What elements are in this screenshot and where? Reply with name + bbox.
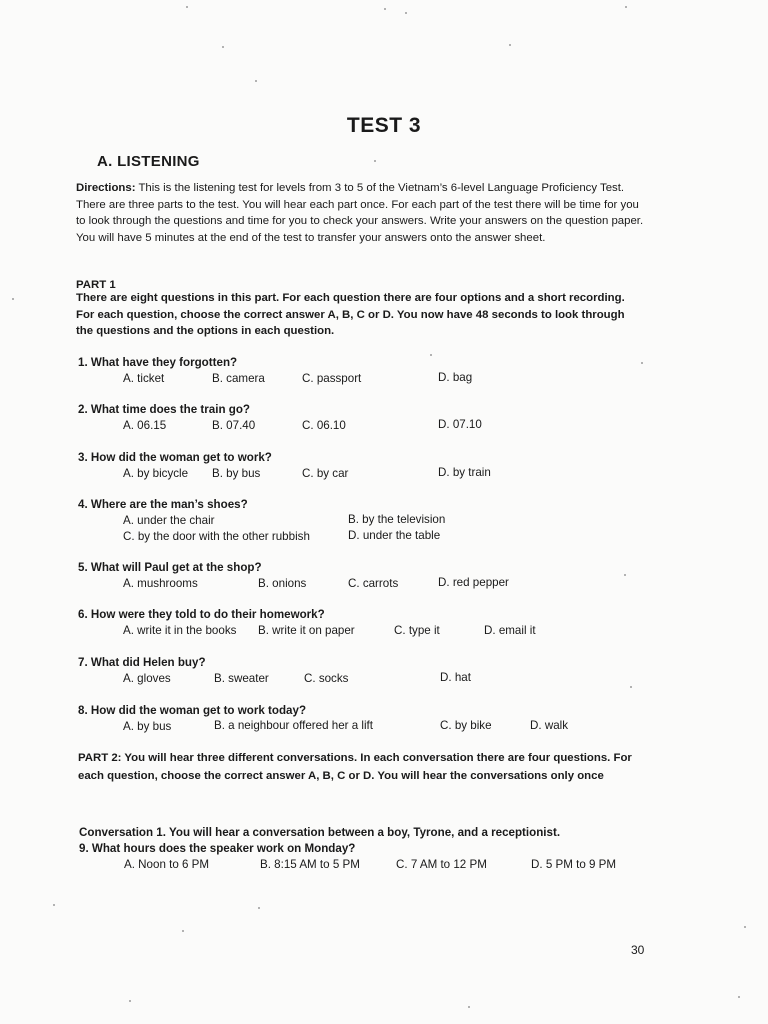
scan-speck [374,160,376,162]
part1-heading: PART 1 [76,279,116,291]
directions-text: This is the listening test for levels from 3 to 5 of the Vietnam’s 6-level Language Proficiency Test. There are three parts to the test. You will hear each part once. For each part of the test there will be time for you to look through the questions and time for you to check your answers. Write your answers on the question paper. You will have 5 minutes at the end of the test to transfer your answers onto the answer sheet. [76,182,644,244]
q7-option-b: B. sweater [214,672,269,685]
scan-speck [255,80,257,82]
q3-option-a: A. by bicycle [123,467,189,480]
q3-option-b: B. by bus [212,467,261,480]
q2-option-c: C. 06.10 [302,419,346,432]
scan-speck [182,930,184,932]
q8-option-b: B. a neighbour offered her a lift [214,719,373,732]
q5-option-c: C. carrots [348,577,399,590]
q2-option-a: A. 06.15 [123,419,167,432]
directions-paragraph [76,180,644,246]
q5-option-a: A. mushrooms [123,577,198,590]
q7-option-d: D. hat [440,671,471,684]
scan-speck [738,996,740,998]
section-heading: A. LISTENING [97,153,200,170]
q8-option-a: A. by bus [123,720,172,733]
question-4: 4. Where are the man’s shoes? [78,498,248,511]
part2-instructions: PART 2: You will hear three different conversations. In each conversation there are four questions. For each question, choose the correct answer A, B, C or D. You will hear the conversations only once [78,752,632,782]
q4-option-a: A. under the chair [123,514,215,527]
q7-option-c: C. socks [304,672,349,685]
scan-speck [53,904,55,906]
q7-option-a: A. gloves [123,672,171,685]
question-5: 5. What will Paul get at the shop? [78,561,262,574]
question-9: 9. What hours does the speaker work on Monday? [79,842,356,855]
q6-option-b: B. write it on paper [258,624,355,637]
q9-option-c: C. 7 AM to 12 PM [396,858,487,871]
q1-option-d: D. bag [438,371,473,384]
q9-option-d: D. 5 PM to 9 PM [531,858,617,871]
q9-option-b: B. 8:15 AM to 5 PM [260,858,360,871]
part1-instructions: There are eight questions in this part. For each question there are four options and a short recording. For each question, choose the correct answer A, B, C or D. You now have 48 seconds to look through the questions and the options in each question. [76,292,625,338]
q9-option-a: A. Noon to 6 PM [124,858,210,871]
question-6: 6. How were they told to do their homework? [78,608,325,621]
q3-option-c: C. by car [302,467,349,480]
q2-option-b: B. 07.40 [212,419,256,432]
q8-option-d: D. walk [530,719,569,732]
q1-option-b: B. camera [212,372,265,385]
scan-speck [12,298,14,300]
q8-option-c: C. by bike [440,719,492,732]
scan-speck [384,8,386,10]
question-8: 8. How did the woman get to work today? [78,704,307,717]
q5-option-b: B. onions [258,577,307,590]
question-7: 7. What did Helen buy? [78,656,206,669]
q2-option-d: D. 07.10 [438,418,482,431]
question-1: 1. What have they forgotten? [78,356,238,369]
conversation1-intro: Conversation 1. You will hear a conversation between a boy, Tyrone, and a receptionist. [79,826,561,839]
scan-speck [186,6,188,8]
scan-speck [630,686,632,688]
q4-option-d: D. under the table [348,529,441,542]
q1-option-c: C. passport [302,372,362,385]
page-title: TEST 3 [346,114,422,137]
scan-speck [430,354,432,356]
scan-speck [222,46,224,48]
q6-option-d: D. email it [484,624,536,637]
scan-speck [625,6,627,8]
scan-speck [624,574,626,576]
q5-option-d: D. red pepper [438,576,509,589]
q6-option-a: A. write it in the books [123,624,237,637]
q3-option-d: D. by train [438,466,491,479]
q4-option-c: C. by the door with the other rubbish [123,530,310,543]
question-3: 3. How did the woman get to work? [78,451,272,464]
scan-speck [641,362,643,364]
q1-option-a: A. ticket [123,372,165,385]
q4-option-b: B. by the television [348,513,446,526]
page-number: 30 [631,943,645,957]
scan-speck [129,1000,131,1002]
q6-option-c: C. type it [394,624,440,637]
scan-speck [509,44,511,46]
question-2: 2. What time does the train go? [78,403,250,416]
scan-speck [468,1006,470,1008]
directions-label: Directions: [76,182,136,194]
scan-speck [744,926,746,928]
scan-speck [405,12,407,14]
scan-speck [258,907,260,909]
